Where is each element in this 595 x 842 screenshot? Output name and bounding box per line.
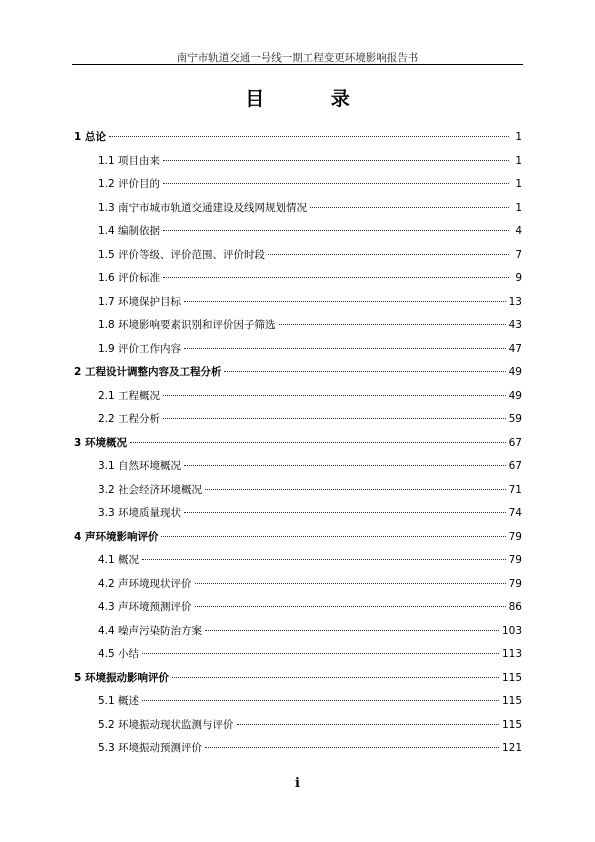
toc-entry-label: 环境振动预测评价 xyxy=(118,742,203,754)
toc-entry-page: 79 xyxy=(508,530,522,543)
header-rule xyxy=(72,64,523,65)
toc-entry-page: 47 xyxy=(508,342,522,355)
toc-section-entry[interactable] xyxy=(74,223,522,247)
toc-entry-number: 2.2 xyxy=(98,413,119,425)
dot-leader xyxy=(205,489,506,490)
dot-leader xyxy=(184,348,506,349)
toc-entry-page: 4 xyxy=(515,225,522,237)
dot-leader xyxy=(163,230,509,231)
toc-section-entry[interactable] xyxy=(74,646,522,670)
toc-entry-number: 3.2 xyxy=(98,483,119,496)
toc-section-entry[interactable] xyxy=(74,717,522,741)
dot-leader xyxy=(109,136,509,137)
toc-entry-label: 声环境现状评价 xyxy=(118,577,192,590)
table-of-contents xyxy=(74,129,522,764)
dot-leader xyxy=(237,724,499,725)
toc-entry-page: 113 xyxy=(501,648,522,660)
toc-entry-page: 49 xyxy=(508,389,522,402)
toc-section-entry[interactable] xyxy=(74,294,522,318)
toc-entry-label: 环境影响要素识别和评价因子筛选 xyxy=(118,319,276,331)
toc-entry-label: 项目由来 xyxy=(118,154,161,167)
toc-entry-number: 4 xyxy=(74,530,85,543)
running-header: 南宁市轨道交通一号线一期工程变更环境影响报告书 xyxy=(176,52,419,64)
toc-entry-page: 79 xyxy=(508,554,522,566)
toc-section-entry[interactable] xyxy=(74,270,522,294)
toc-entry-label: 工程概况 xyxy=(118,389,161,402)
toc-section-entry[interactable] xyxy=(74,176,522,200)
dot-leader xyxy=(172,677,499,678)
dot-leader xyxy=(163,183,509,184)
toc-entry-page: 1 xyxy=(515,154,522,167)
toc-entry-label: 评价标准 xyxy=(118,272,161,284)
toc-entry-label: 工程设计调整内容及工程分析 xyxy=(84,366,222,378)
toc-entry-label: 工程分析 xyxy=(118,413,161,425)
toc-title: 目 录 xyxy=(245,88,380,110)
toc-entry-number: 4.4 xyxy=(98,624,119,637)
toc-entry-page: 115 xyxy=(501,695,522,707)
toc-entry-number: 1 xyxy=(74,131,85,143)
dot-leader xyxy=(184,301,506,302)
toc-entry-page: 86 xyxy=(508,601,522,613)
toc-entry-page: 67 xyxy=(508,436,522,449)
dot-leader xyxy=(184,512,506,513)
toc-entry-number: 4.1 xyxy=(98,554,119,566)
toc-entry-number: 1.2 xyxy=(98,178,119,190)
toc-entry-page: 74 xyxy=(508,507,522,519)
dot-leader xyxy=(205,630,499,631)
dot-leader xyxy=(205,747,499,748)
toc-section-entry[interactable] xyxy=(74,505,522,529)
dot-leader xyxy=(184,465,506,466)
toc-entry-number: 1.6 xyxy=(98,272,119,284)
toc-entry-label: 评价工作内容 xyxy=(118,342,182,355)
dot-leader xyxy=(163,395,506,396)
dot-leader xyxy=(142,700,499,701)
toc-entry-label: 声环境影响评价 xyxy=(84,530,159,543)
toc-entry-label: 编制依据 xyxy=(118,225,161,237)
toc-entry-number: 2 xyxy=(74,366,85,378)
toc-entry-label: 环境概况 xyxy=(84,436,127,449)
toc-section-entry[interactable] xyxy=(74,458,522,482)
toc-section-entry[interactable] xyxy=(74,317,522,341)
toc-chapter-entry[interactable] xyxy=(74,529,522,553)
toc-entry-number: 1.5 xyxy=(98,248,119,261)
toc-section-entry[interactable] xyxy=(74,200,522,224)
toc-chapter-entry[interactable] xyxy=(74,670,522,694)
toc-entry-page: 103 xyxy=(501,624,522,637)
dot-leader xyxy=(195,583,506,584)
toc-section-entry[interactable] xyxy=(74,388,522,412)
toc-entry-label: 环境振动影响评价 xyxy=(84,671,169,684)
toc-entry-number: 1.3 xyxy=(98,201,119,214)
toc-section-entry[interactable] xyxy=(74,247,522,271)
toc-entry-number: 3.1 xyxy=(98,460,119,472)
toc-section-entry[interactable] xyxy=(74,552,522,576)
toc-entry-page: 13 xyxy=(508,295,522,308)
dot-leader xyxy=(195,606,506,607)
toc-entry-label: 社会经济环境概况 xyxy=(118,483,203,496)
dot-leader xyxy=(142,559,506,560)
dot-leader xyxy=(163,160,509,161)
toc-entry-number: 3.3 xyxy=(98,507,119,519)
toc-entry-page: 43 xyxy=(508,319,522,331)
toc-entry-page: 1 xyxy=(515,201,522,214)
dot-leader xyxy=(142,653,499,654)
toc-entry-page: 67 xyxy=(508,460,522,472)
toc-entry-page: 115 xyxy=(501,671,522,684)
toc-entry-number: 1.1 xyxy=(98,154,119,167)
toc-entry-label: 声环境预测评价 xyxy=(118,601,192,613)
toc-entry-label: 总论 xyxy=(84,131,106,143)
toc-entry-number: 3 xyxy=(74,436,85,449)
toc-entry-label: 环境保护目标 xyxy=(118,295,182,308)
toc-entry-number: 4.5 xyxy=(98,648,119,660)
toc-entry-label: 概况 xyxy=(118,554,140,566)
toc-entry-label: 噪声污染防治方案 xyxy=(118,624,203,637)
toc-section-entry[interactable] xyxy=(74,693,522,717)
dot-leader xyxy=(224,371,505,372)
toc-entry-page: 79 xyxy=(508,577,522,590)
toc-entry-label: 评价等级、评价范围、评价时段 xyxy=(118,248,266,261)
toc-entry-page: 9 xyxy=(515,272,522,284)
toc-section-entry[interactable] xyxy=(74,411,522,435)
toc-entry-label: 概述 xyxy=(118,695,140,707)
toc-section-entry[interactable] xyxy=(74,740,522,764)
dot-leader xyxy=(268,254,509,255)
dot-leader xyxy=(130,442,506,443)
dot-leader xyxy=(163,277,509,278)
toc-entry-page: 1 xyxy=(515,178,522,190)
toc-entry-number: 5 xyxy=(74,671,85,684)
dot-leader xyxy=(310,207,509,208)
toc-entry-number: 5.1 xyxy=(98,695,119,707)
toc-entry-number: 5.3 xyxy=(98,742,119,754)
toc-entry-label: 自然环境概况 xyxy=(118,460,182,472)
toc-entry-page: 121 xyxy=(501,742,522,754)
dot-leader xyxy=(279,324,506,325)
toc-entry-number: 1.8 xyxy=(98,319,119,331)
toc-entry-number: 4.3 xyxy=(98,601,119,613)
dot-leader xyxy=(163,418,506,419)
toc-chapter-entry[interactable] xyxy=(74,364,522,388)
toc-entry-page: 7 xyxy=(515,248,522,261)
toc-section-entry[interactable] xyxy=(74,599,522,623)
toc-chapter-entry[interactable] xyxy=(74,435,522,459)
toc-entry-number: 2.1 xyxy=(98,389,119,402)
toc-entry-number: 1.7 xyxy=(98,295,119,308)
toc-entry-page: 115 xyxy=(501,718,522,731)
toc-entry-page: 59 xyxy=(508,413,522,425)
toc-entry-label: 评价目的 xyxy=(118,178,161,190)
page-number: i xyxy=(295,776,300,791)
toc-chapter-entry[interactable] xyxy=(74,129,522,153)
dot-leader xyxy=(161,536,505,537)
toc-entry-page: 49 xyxy=(508,366,522,378)
toc-entry-label: 环境质量现状 xyxy=(118,507,182,519)
toc-section-entry[interactable] xyxy=(74,623,522,647)
toc-section-entry[interactable] xyxy=(74,576,522,600)
toc-entry-label: 南宁市城市轨道交通建设及线网规划情况 xyxy=(118,201,308,214)
toc-entry-label: 环境振动现状监测与评价 xyxy=(118,718,234,731)
toc-entry-number: 1.9 xyxy=(98,342,119,355)
toc-entry-number: 4.2 xyxy=(98,577,119,590)
toc-entry-label: 小结 xyxy=(118,648,140,660)
toc-entry-number: 5.2 xyxy=(98,718,119,731)
toc-section-entry[interactable] xyxy=(74,482,522,506)
toc-section-entry[interactable] xyxy=(74,153,522,177)
toc-entry-page: 1 xyxy=(515,131,522,143)
toc-entry-page: 71 xyxy=(508,483,522,496)
toc-entry-number: 1.4 xyxy=(98,225,119,237)
toc-section-entry[interactable] xyxy=(74,341,522,365)
